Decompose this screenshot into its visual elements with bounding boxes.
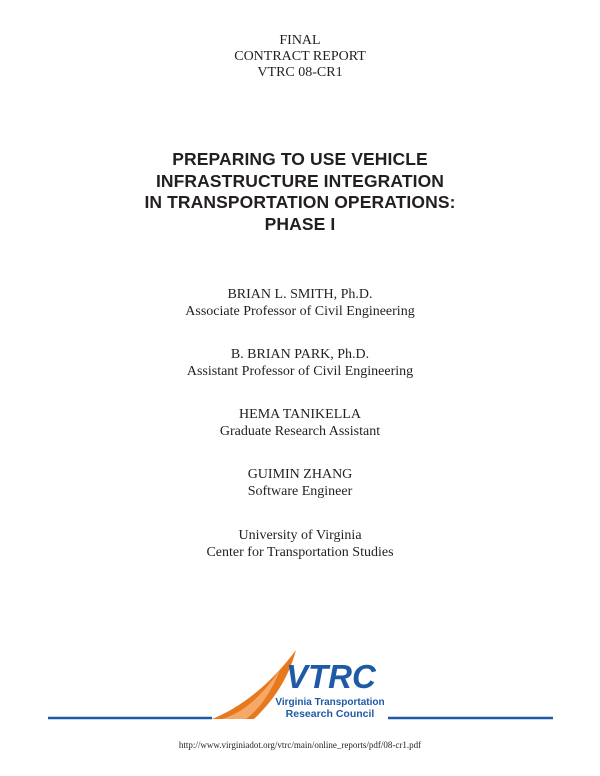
- author-block: [0, 286, 600, 320]
- author-name: HEMA TANIKELLA: [239, 407, 361, 422]
- author-block: [0, 466, 600, 500]
- report-category: CONTRACT REPORT: [234, 49, 366, 64]
- logo-line-1: Virginia Transportation: [275, 697, 385, 708]
- title-line-3: IN TRANSPORTATION OPERATIONS:: [144, 192, 456, 212]
- author-role: Graduate Research Assistant: [219, 424, 381, 439]
- title-line-2: INFRASTRUCTURE INTEGRATION: [155, 170, 445, 191]
- author-role: Software Engineer: [247, 484, 353, 499]
- title-line-4: PHASE I: [264, 213, 336, 234]
- vtrc-logo: [0, 640, 600, 730]
- footer-url[interactable]: http://www.virginiadot.org/vtrc/main/online_reports/pdf/08-cr1.pdf: [178, 740, 422, 750]
- report-title: [0, 149, 600, 235]
- author-name: BRIAN L. SMITH, Ph.D.: [227, 287, 373, 302]
- logo-abbrev: VTRC: [286, 658, 376, 695]
- title-line-1: PREPARING TO USE VEHICLE: [172, 149, 428, 169]
- author-block: [0, 346, 600, 380]
- report-type: FINAL: [279, 33, 321, 48]
- institution-center: Center for Transportation Studies: [206, 545, 394, 560]
- author-name: GUIMIN ZHANG: [247, 467, 353, 482]
- institution-name: University of Virginia: [238, 528, 362, 543]
- author-role: Associate Professor of Civil Engineering: [185, 304, 415, 319]
- report-number: VTRC 08-CR1: [257, 65, 343, 80]
- report-header: [0, 33, 600, 81]
- author-name: B. BRIAN PARK, Ph.D.: [230, 347, 370, 362]
- author-block: [0, 406, 600, 440]
- author-role: Assistant Professor of Civil Engineering: [186, 364, 414, 379]
- logo-line-2: Research Council: [285, 708, 375, 720]
- institution-block: [0, 527, 600, 561]
